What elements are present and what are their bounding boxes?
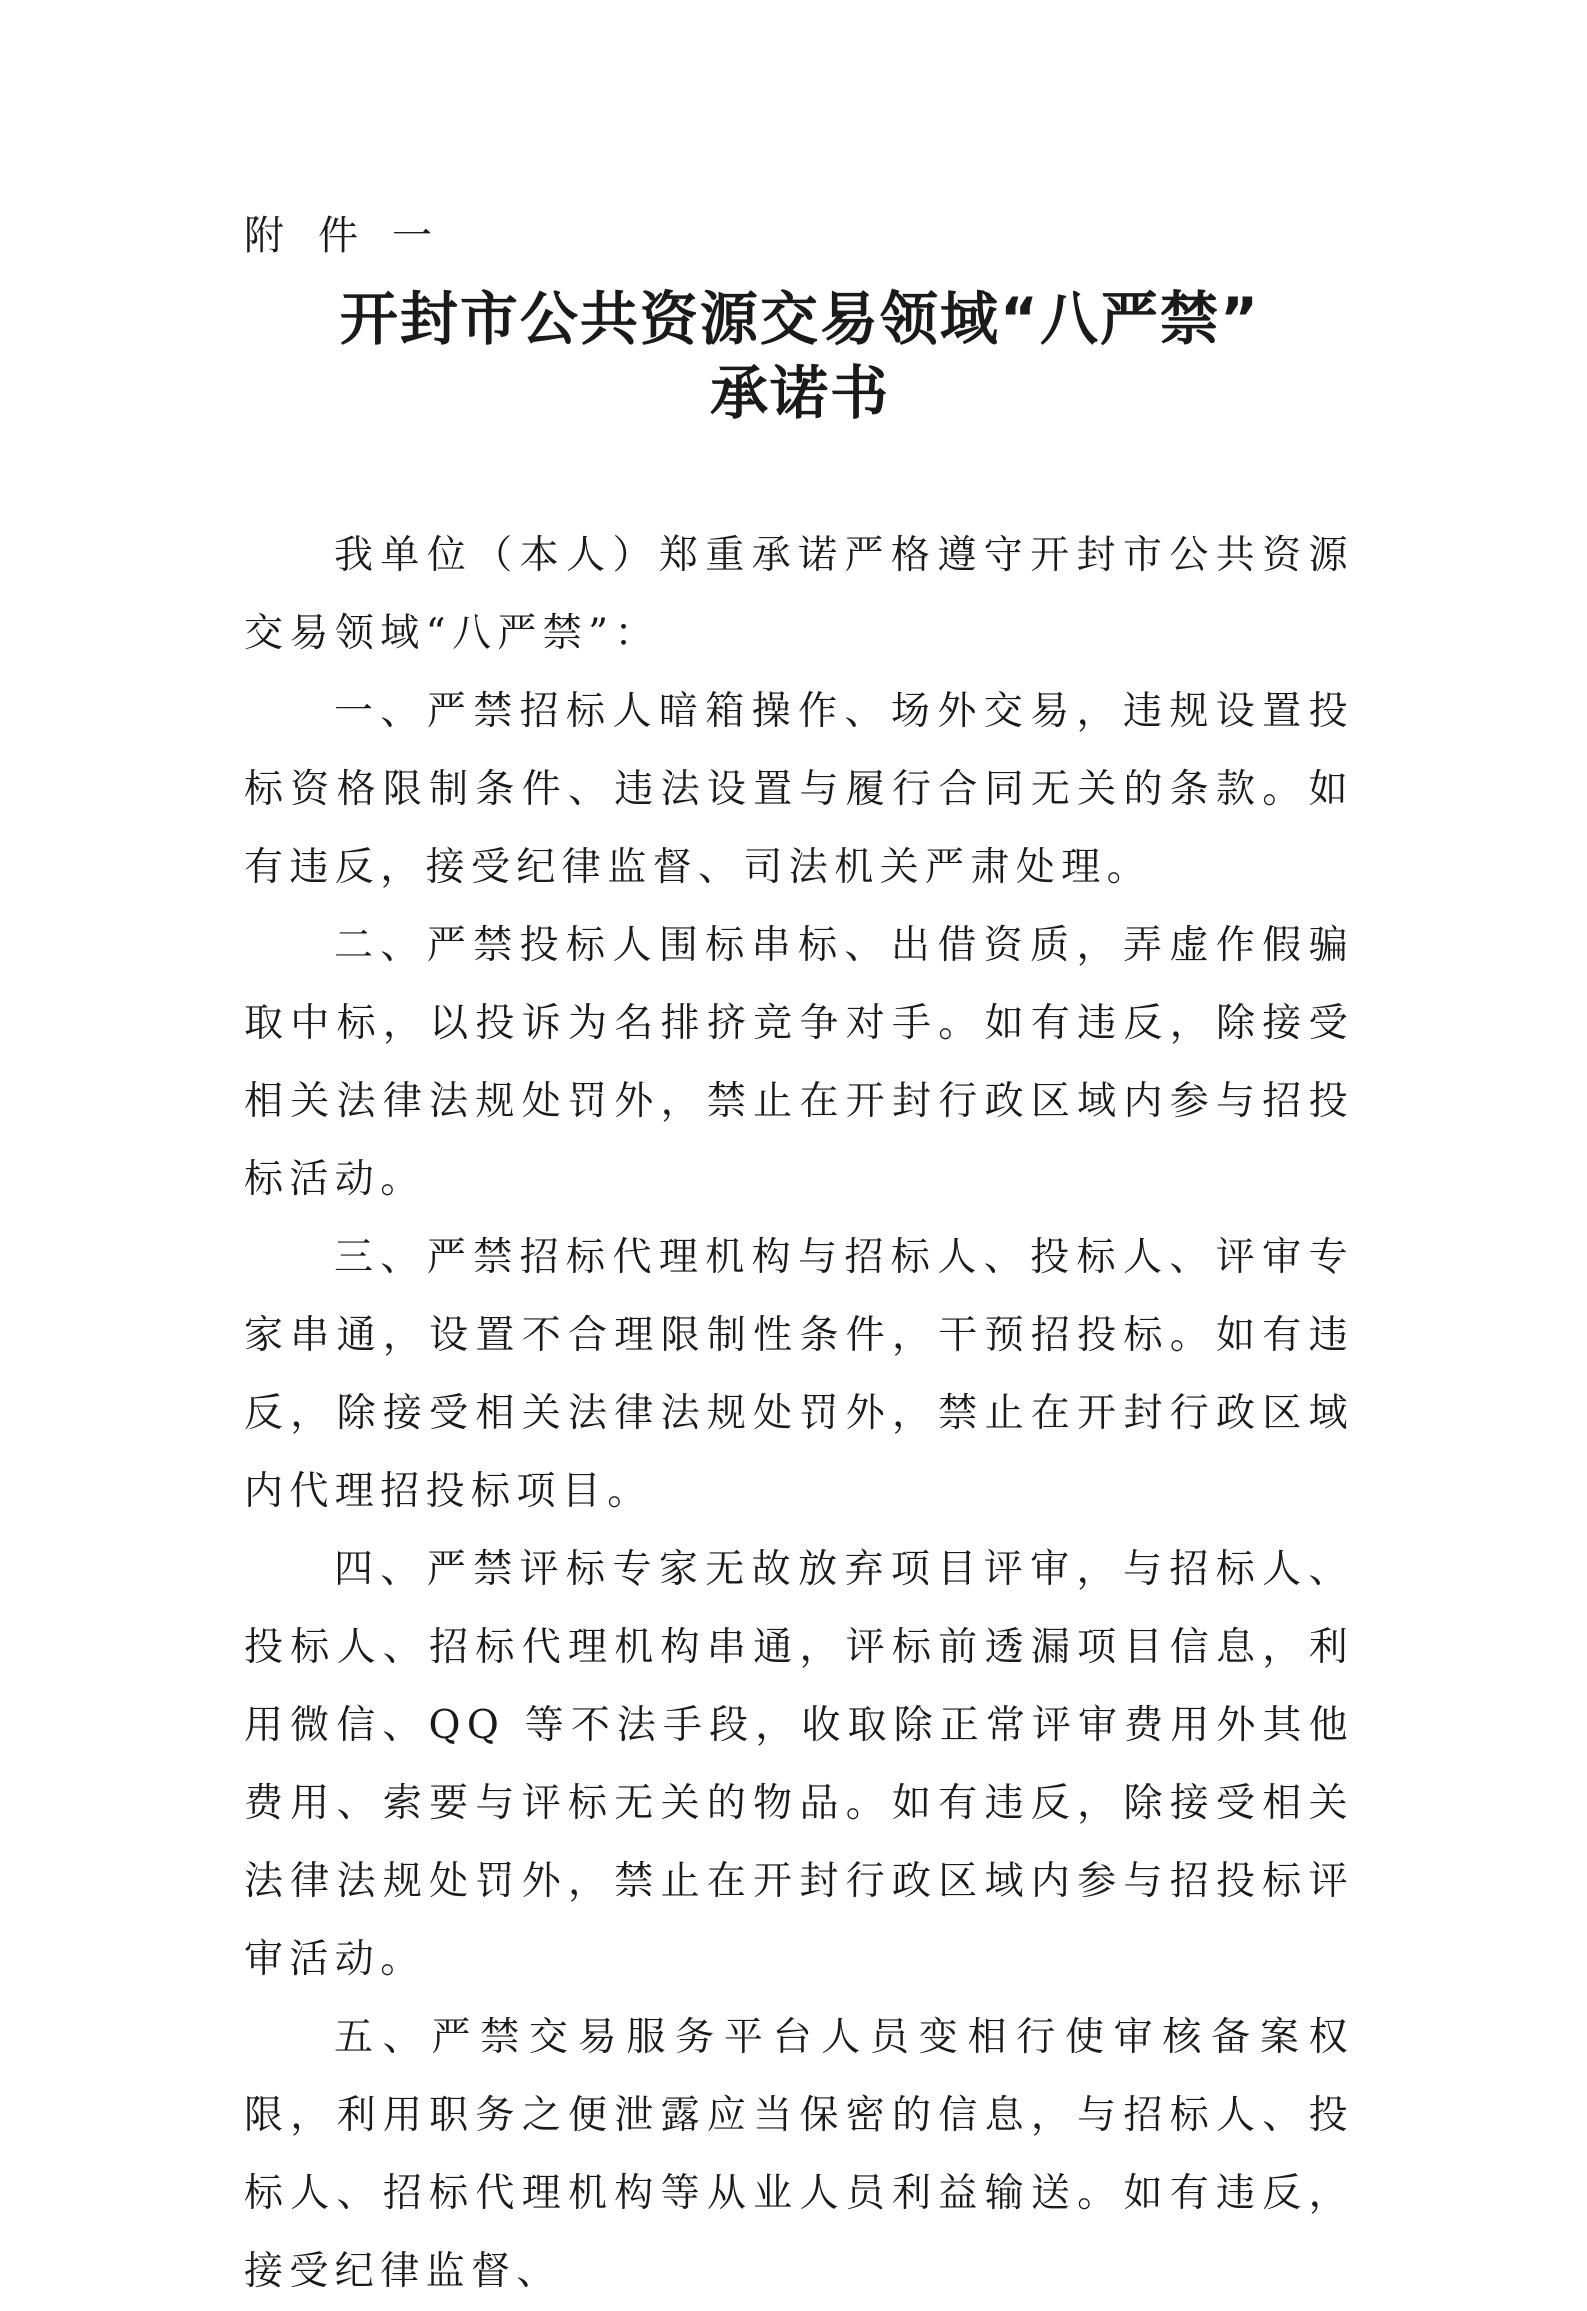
paragraph-item-3: 三、严禁招标代理机构与招标人、投标人、评审专家串通，设置不合理限制性条件，干预招投标。如有违反，除接受相关法律法规处罚外，禁止在开封行政区域内代理招投标项目。 <box>244 1235 1354 1514</box>
paragraph-intro: 我单位（本人）郑重承诺严格遵守开封市公共资源交易领域“八严禁”： <box>244 533 1354 656</box>
attachment-label: 附件一 <box>244 213 466 259</box>
paragraph-item-1: 一、严禁招标人暗箱操作、场外交易，违规设置投标资格限制条件、违法设置与履行合同无关的条款。如有违反，接受纪律监督、司法机关严肃处理。 <box>244 689 1354 890</box>
document-title-line-2: 承诺书 <box>709 359 890 427</box>
paragraph-item-4: 四、严禁评标专家无故放弃项目评审，与招标人、投标人、招标代理机构串通，评标前透漏项目信息，利用微信、QQ 等不法手段，收取除正常评审费用外其他费用、索要与评标无关的物品。如有违反，除接受相关法律法规处罚外，禁止在开封行政区域内参与招投标评审活动。 <box>244 1547 1354 1982</box>
paragraph-item-5: 五、严禁交易服务平台人员变相行使审核备案权限，利用职务之便泄露应当保密的信息，与招标人、投标人、招标代理机构等从业人员利益输送。如有违反，接受纪律监督、 <box>244 2015 1354 2294</box>
paragraph-item-2: 二、严禁投标人围标串标、出借资质，弄虚作假骗取中标，以投诉为名排挤竞争对手。如有违反，除接受相关法律法规处罚外，禁止在开封行政区域内参与招投标活动。 <box>244 923 1354 1202</box>
document-title-line-1: 开封市公共资源交易领域“八严禁” <box>339 285 1261 353</box>
document-body <box>244 517 1354 2311</box>
